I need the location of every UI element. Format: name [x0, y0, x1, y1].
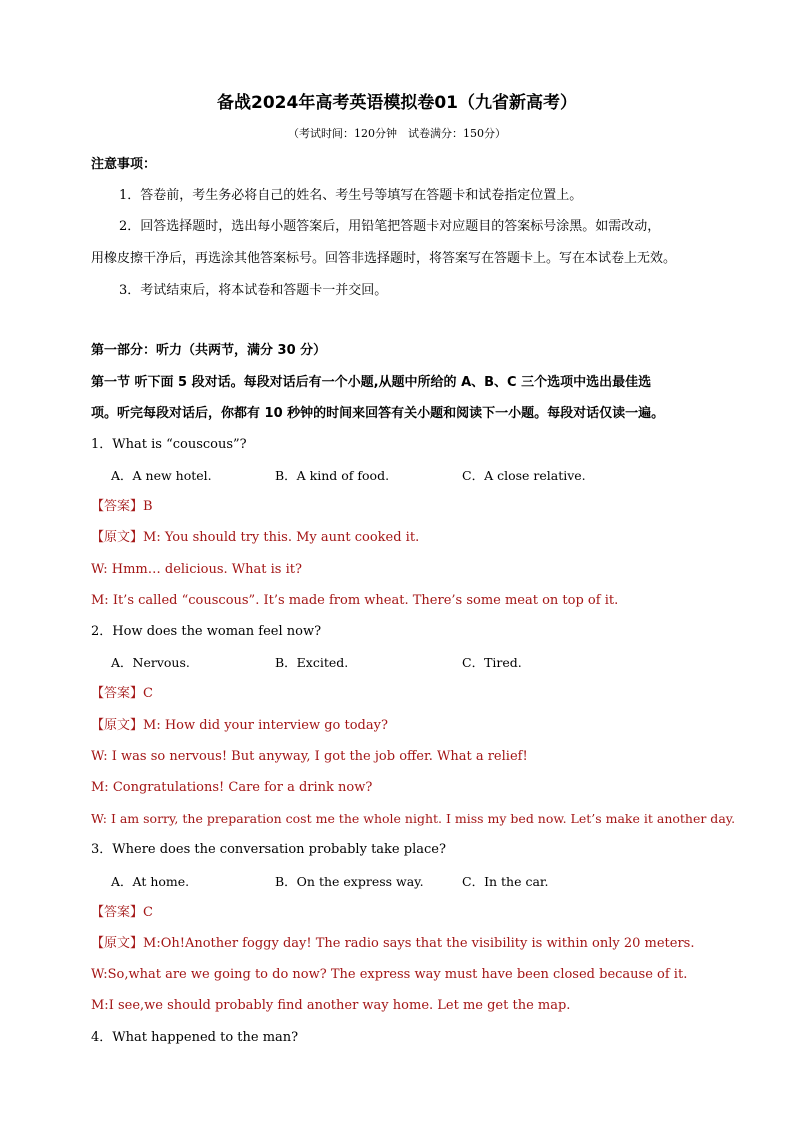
- transcript-line: W:So,what are we going to do now? The express way must have been closed because of it.: [91, 967, 688, 982]
- question-stem: 1．What is “couscous”?: [91, 437, 247, 452]
- answer-line: [91, 499, 153, 515]
- answer-line: [91, 686, 153, 702]
- transcript-line: [91, 936, 694, 952]
- transcript-line: M: Congratulations! Care for a drink now?: [91, 780, 373, 795]
- option-a: A．At home.: [111, 874, 190, 889]
- transcript-text: M:Oh!Another foggy day! The radio says that the visibility is within only 20 meters.: [143, 936, 695, 951]
- option-a: A．Nervous.: [111, 655, 190, 670]
- option-a: A．A new hotel.: [111, 468, 212, 483]
- option-b: B．On the express way.: [275, 874, 424, 889]
- notice-item: 2．回答选择题时，选出每小题答案后，用铅笔把答题卡对应题目的答案标号涂黑。如需改动，: [119, 219, 661, 234]
- answer-tag: 【答案】: [91, 686, 144, 701]
- option-c: C．In the car.: [462, 874, 549, 889]
- question-stem: 4．What happened to the man?: [91, 1030, 299, 1045]
- option-b: B．Excited.: [275, 655, 349, 670]
- question-stem: 2．How does the woman feel now?: [91, 624, 322, 639]
- transcript-line: W: Hmm… delicious. What is it?: [91, 562, 302, 577]
- transcript-line: [91, 530, 419, 546]
- section-instruction: 第一节 听下面 5 段对话。每段对话后有一个小题,从题中所给的 A、B、C 三个选项中选出最佳选: [91, 375, 652, 390]
- transcript-line: W: I was so nervous! But anyway, I got the job offer. What a relief!: [91, 749, 528, 764]
- transcript-line: M: It’s called “couscous”. It’s made from wheat. There’s some meat on top of it.: [91, 593, 619, 608]
- option-c: C．Tired.: [462, 655, 522, 670]
- transcript-text: M: How did your interview go today?: [143, 718, 388, 733]
- answer-tag: 【答案】: [91, 905, 144, 920]
- transcript-tag: 【原文】: [91, 530, 144, 545]
- part-heading: 第一部分：听力（共两节，满分 30 分）: [91, 343, 327, 358]
- notice-item: 1．答卷前，考生务必将自己的姓名、考生号等填写在答题卡和试卷指定位置上。: [119, 188, 583, 203]
- question-stem: 3．Where does the conversation probably take place?: [91, 842, 446, 857]
- notice-item: 3．考试结束后，将本试卷和答题卡一并交回。: [119, 283, 388, 298]
- notice-heading: 注意事项：: [91, 157, 157, 172]
- section-instruction: 项。听完每段对话后，你都有 10 秒钟的时间来回答有关小题和阅读下一小题。每段对话仅读一遍。: [91, 406, 665, 421]
- transcript-line: M:I see,we should probably find another way home. Let me get the map.: [91, 998, 571, 1013]
- answer-line: [91, 905, 153, 921]
- page-title: 备战2024年高考英语模拟卷01（九省新高考）: [217, 93, 577, 113]
- notice-item: 用橡皮擦干净后，再选涂其他答案标号。回答非选择题时，将答案写在答题卡上。写在本试卷上无效。: [91, 251, 677, 266]
- transcript-tag: 【原文】: [91, 718, 144, 733]
- transcript-text: M: You should try this. My aunt cooked it.: [143, 530, 420, 545]
- transcript-line: [91, 718, 388, 734]
- answer-tag: 【答案】: [91, 499, 144, 514]
- answer-value: C: [143, 905, 153, 920]
- option-c: C．A close relative.: [462, 468, 586, 483]
- answer-value: B: [143, 499, 153, 514]
- page-subtitle: （考试时间：120分钟 试卷满分：150分）: [288, 127, 506, 140]
- transcript-tag: 【原文】: [91, 936, 144, 951]
- answer-value: C: [143, 686, 153, 701]
- transcript-line: W: I am sorry, the preparation cost me the whole night. I miss my bed now. Let’s make it another day.: [91, 811, 736, 826]
- option-b: B．A kind of food.: [275, 468, 390, 483]
